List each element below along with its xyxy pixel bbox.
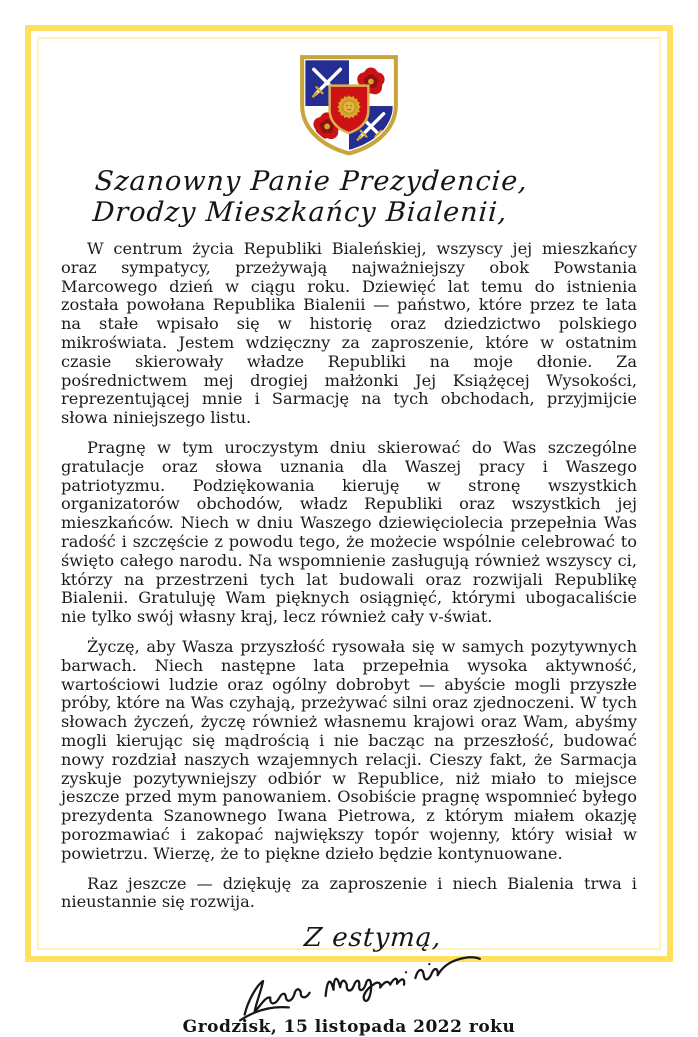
bialenia-coat-of-arms-icon — [296, 52, 402, 156]
letter-paragraph: W centrum życia Republiki Bialeńskiej, wszyscy jej mieszkańcy oraz sympatycy, przeżywają najważniejszy obok Powstania Marcowego dzień w ciągu roku. Dziewięć lat temu do istnienia została powołana Republika Bialenii — państwo, które przez te lata na stałe wpisało się w historię oraz dziedzictwo polskiego mikroświata. Jestem wdzięczny za zaproszenie, które w ostatnim czasie skierowały władze Republiki na moje dłonie. Za pośrednictwem mej drogiej małżonki Jej Książęcej Wysokości, reprezentującej mnie i Sarmację na tych obchodach, przyjmijcie słowa niniejszego listu. — [61, 239, 637, 428]
valediction: Z estymą, — [303, 923, 443, 954]
greeting-line-1: Szanowny Panie Prezydencie, — [93, 166, 529, 197]
letter-body — [61, 240, 637, 912]
letter-paragraph: Raz jeszcze — dziękuję za zaproszenie i niech Bialenia trwa i nieustannie się rozwija. — [61, 873, 637, 912]
signature-area — [0, 947, 698, 1013]
letter-greeting — [92, 166, 698, 228]
greeting-line-2: Drodzy Mieszkańcy Bialenii, — [91, 197, 509, 228]
letter-paragraph: Pragnę w tym uroczystym dniu skierować do Was szczególne gratulacje oraz słowa uznania dla Waszej pracy i Waszego patriotyzmu. Podziękowania kieruję w stronę wszystkich organizatorów obchodów, władz Republiki oraz wszystkich jej mieszkańców. Niech w dniu Waszego dziewięciolecia przepełnia Was radość i szczęście z powodu tego, że możecie wspólnie celebrować to święto całego narodu. Na wspomnienie zasługują również wszyscy ci, którzy na przestrzeni tych lat budowali oraz rozwijali Republikę Bialenii. Gratuluję Wam pięknych osiągnięć, którymi ubogacaliście nie tylko swój własny kraj, lecz również cały v-świat. — [61, 437, 637, 627]
sun-escutcheon-icon — [330, 86, 369, 133]
letter-paragraph: Życzę, aby Wasza przyszłość rysowała się w samych pozytywnych barwach. Niech następne lata przepełnia wysoka aktywność, wartościowi ludzie oraz ogólny dobrobyt — abyście mogli przyszłe próby, które na Was czyhają, przeżywać silni oraz zjednoczeni. W tych słowach życzeń, życzę również własnemu krajowi oraz Wam, abyśmy mogli kierując się mądrością i nie bacząc na przeszłość, budować nowy rozdział naszych wzajemnych relacji. Cieszy fakt, że Sarmacja zyskuje pozytywniejszy odbiór w Republice, niż miało to miejsce jeszcze przed mym panowaniem. Osobiście pragnę wspomnieć byłego prezydenta Szanownego Iwana Pietrowa, z którym miałem okazję porozmawiać i zakopać największy topór wojenny, który wisiał w powietrzu. Wierzę, że to piękne dzieło będzie kontynuowane. — [61, 636, 637, 863]
date-line: Grodzisk, 15 listopada 2022 roku — [182, 1017, 516, 1037]
